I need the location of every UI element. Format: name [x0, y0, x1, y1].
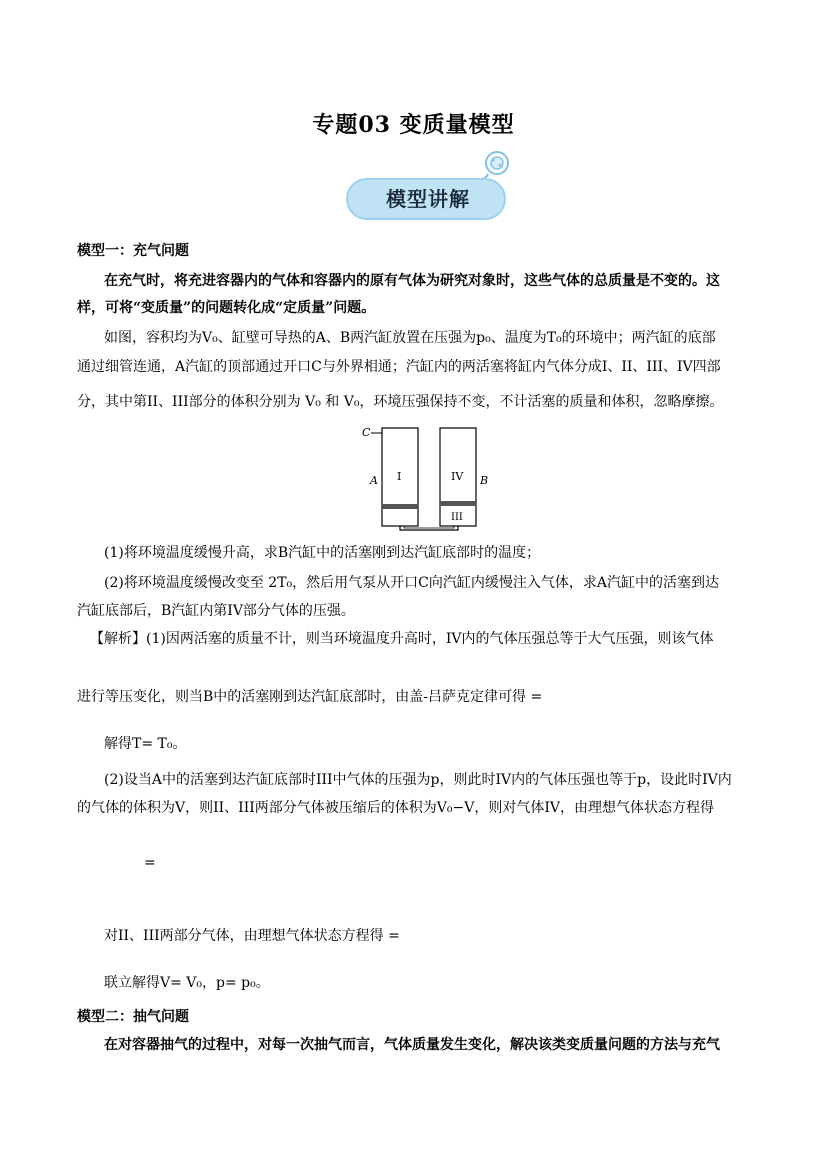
question-2-line2: 汽缸底部后，B汽缸内第IV部分气体的压强。 [77, 603, 355, 619]
question-1: (1)将环境温度缓慢升高，求B汽缸中的活塞刚到达汽缸底部时的温度； [104, 545, 541, 561]
model2-heading: 模型二：抽气问题 [77, 1009, 189, 1025]
badge-label: 模型讲解 [386, 187, 470, 211]
solution-1-line1: 【解析】(1)因两活塞的质量不计，则当环境温度升高时，IV内的气体压强总等于大气压强，则该气体 [90, 631, 714, 647]
model1-intro-line2: 样，可将“变质量”的问题转化成“定质量”问题。 [77, 300, 376, 316]
solution-1-line2: 进行等压变化，则当B中的活塞刚到达汽缸底部时，由盖-吕萨克定律可得 = [77, 689, 543, 705]
page-title: 专题03 变质量模型 [312, 112, 515, 138]
model2-intro-line1: 在对容器抽气的过程中，对每一次抽气而言，气体质量发生变化，解决该类变质量问题的方法与充气 [104, 1037, 720, 1053]
piston-a [382, 504, 418, 509]
solution-1-result: 解得T= T₀。 [104, 736, 187, 752]
solution-2-line3: 对II、III两部分气体，由理想气体状态方程得 = [104, 928, 400, 944]
figure-label-i: I [397, 470, 402, 483]
figure-label-iv: IV [451, 470, 464, 483]
figure-label-c: C [362, 426, 371, 439]
badge-pill [346, 178, 506, 220]
solution-2-line1: (2)设当A中的活塞到达汽缸底部时III中气体的压强为p，则此时IV内的气体压强也等于p，设此时IV内 [104, 772, 732, 788]
section-badge [340, 148, 520, 228]
question-2-line1: (2)将环境温度缓慢改变至 2T₀，然后用气泵从开口C向汽缸内缓慢注入气体，求A汽缸中的活塞到达 [104, 575, 719, 591]
solution-2-result: 联立解得V= V₀，p= p₀。 [104, 975, 270, 991]
cylinders-figure [360, 422, 500, 534]
solution-2-equation1: = [144, 855, 156, 871]
badge-ornament-icon [480, 148, 514, 182]
model1-desc-line1: 如图，容积均为V₀、缸壁可导热的A、B两汽缸放置在压强为p₀、温度为T₀的环境中；两汽缸的底部 [104, 330, 716, 346]
model1-intro-line1: 在充气时，将充进容器内的气体和容器内的原有气体为研究对象时，这些气体的总质量是不变的。这 [104, 273, 720, 289]
figure-label-a: A [370, 474, 378, 487]
piston-b [440, 501, 476, 506]
model1-desc-line2: 通过细管连通，A汽缸的顶部通过开口C与外界相通；汽缸内的两活塞将缸内气体分成I、II、III、IV四部 [77, 359, 721, 375]
figure-label-iii: III [451, 512, 463, 523]
solution-2-line2: 的气体的体积为V，则II、III两部分气体被压缩后的体积为V₀−V，则对气体IV，由理想气体状态方程得 [77, 800, 714, 816]
model1-desc-line3: 分，其中第II、III部分的体积分别为 V₀ 和 V₀，环境压强保持不变，不计活塞的质量和体积，忽略摩擦。 [77, 394, 724, 410]
model1-heading: 模型一：充气问题 [77, 243, 189, 259]
figure-label-b: B [480, 474, 489, 487]
